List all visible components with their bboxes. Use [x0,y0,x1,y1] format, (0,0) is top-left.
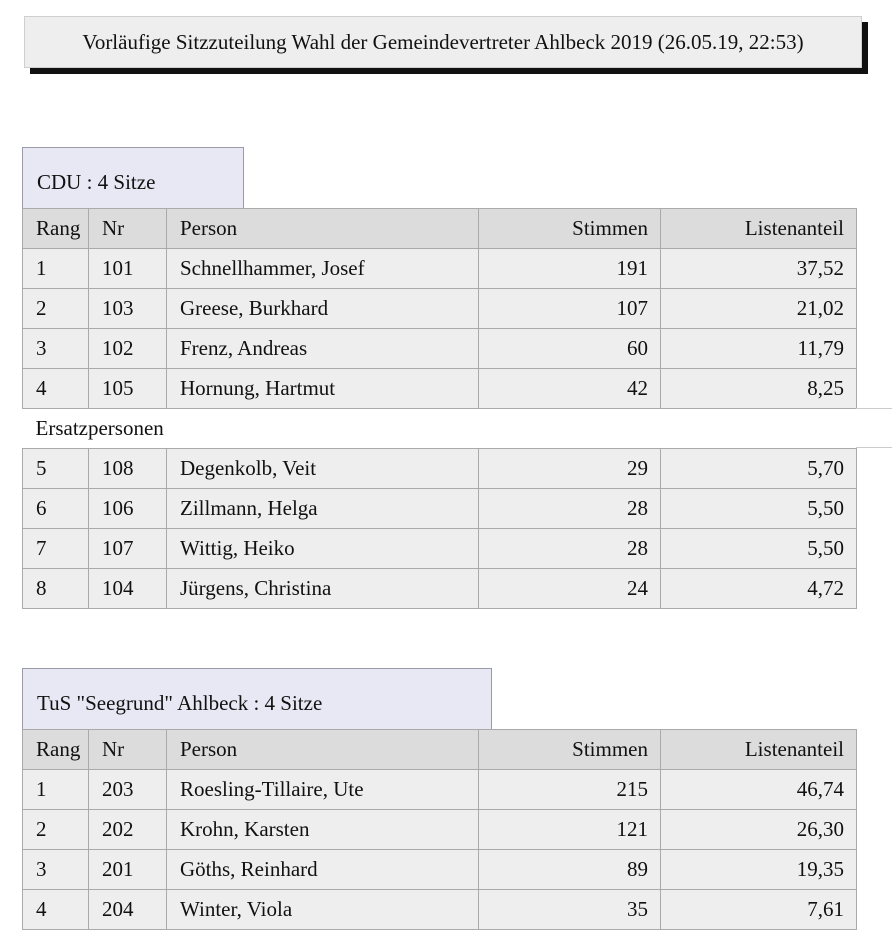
column-header-stimmen: Stimmen [479,730,661,770]
cell-rang: 6 [23,489,89,529]
column-header-nr: Nr [89,730,167,770]
page-title [24,16,862,68]
cell-person: Krohn, Karsten [167,810,479,850]
ersatz-divider-row [23,409,857,449]
cell-stimmen: 121 [479,810,661,850]
cell-listenanteil: 5,50 [661,489,857,529]
table-row [23,369,857,409]
cell-nr: 106 [89,489,167,529]
cell-listenanteil: 26,30 [661,810,857,850]
cell-nr: 105 [89,369,167,409]
cell-person: Greese, Burkhard [167,289,479,329]
table-row [23,249,857,289]
cell-rang: 3 [23,329,89,369]
cell-stimmen: 60 [479,329,661,369]
ersatz-label: Ersatzpersonen [23,409,857,449]
party-heading-tus-seegrund [22,668,492,730]
cell-rang: 2 [23,289,89,329]
cell-nr: 107 [89,529,167,569]
cell-nr: 108 [89,449,167,489]
cell-rang: 4 [23,369,89,409]
party-heading-text: CDU : 4 Sitze [37,170,156,194]
table-row [23,489,857,529]
cell-person: Göths, Reinhard [167,850,479,890]
cell-person: Schnellhammer, Josef [167,249,479,289]
cell-listenanteil: 37,52 [661,249,857,289]
column-header-person: Person [167,730,479,770]
cell-stimmen: 35 [479,890,661,930]
cell-rang: 3 [23,850,89,890]
table-header-row [23,209,857,249]
cell-stimmen: 107 [479,289,661,329]
cell-rang: 1 [23,249,89,289]
cell-nr: 201 [89,850,167,890]
cell-rang: 1 [23,770,89,810]
cell-listenanteil: 21,02 [661,289,857,329]
cell-person: Zillmann, Helga [167,489,479,529]
table-row [23,569,857,609]
cell-nr: 101 [89,249,167,289]
table-row [23,850,857,890]
column-header-person: Person [167,209,479,249]
cell-listenanteil: 5,50 [661,529,857,569]
cell-rang: 7 [23,529,89,569]
cell-rang: 2 [23,810,89,850]
column-header-rang: Rang [23,209,89,249]
cell-stimmen: 191 [479,249,661,289]
cell-stimmen: 42 [479,369,661,409]
cell-nr: 203 [89,770,167,810]
cell-rang: 4 [23,890,89,930]
cell-nr: 202 [89,810,167,850]
column-header-nr: Nr [89,209,167,249]
results-table-tus-seegrund [22,729,857,930]
party-heading-cdu [22,147,244,209]
cell-person: Winter, Viola [167,890,479,930]
table-row [23,449,857,489]
cell-listenanteil: 8,25 [661,369,857,409]
cell-listenanteil: 7,61 [661,890,857,930]
cell-person: Wittig, Heiko [167,529,479,569]
column-header-stimmen: Stimmen [479,209,661,249]
column-header-listenanteil: Listenanteil [661,209,857,249]
table-row [23,289,857,329]
cell-listenanteil: 5,70 [661,449,857,489]
column-header-listenanteil: Listenanteil [661,730,857,770]
cell-person: Jürgens, Christina [167,569,479,609]
table-row [23,810,857,850]
ersatz-divider-extension [856,408,892,448]
page-title-text: Vorläufige Sitzzuteilung Wahl der Gemeindevertreter Ahlbeck 2019 (26.05.19, 22:53) [82,29,804,54]
cell-person: Degenkolb, Veit [167,449,479,489]
cell-nr: 104 [89,569,167,609]
cell-stimmen: 89 [479,850,661,890]
cell-listenanteil: 11,79 [661,329,857,369]
table-header-row [23,730,857,770]
table-row [23,329,857,369]
table-row [23,890,857,930]
cell-stimmen: 29 [479,449,661,489]
cell-rang: 5 [23,449,89,489]
cell-listenanteil: 4,72 [661,569,857,609]
cell-person: Hornung, Hartmut [167,369,479,409]
cell-stimmen: 28 [479,489,661,529]
cell-stimmen: 215 [479,770,661,810]
cell-person: Frenz, Andreas [167,329,479,369]
cell-listenanteil: 19,35 [661,850,857,890]
cell-stimmen: 24 [479,569,661,609]
cell-person: Roesling-Tillaire, Ute [167,770,479,810]
table-row [23,770,857,810]
cell-rang: 8 [23,569,89,609]
party-heading-text: TuS "Seegrund" Ahlbeck : 4 Sitze [37,691,323,715]
cell-nr: 204 [89,890,167,930]
results-table-cdu [22,208,857,609]
cell-listenanteil: 46,74 [661,770,857,810]
cell-nr: 102 [89,329,167,369]
cell-nr: 103 [89,289,167,329]
column-header-rang: Rang [23,730,89,770]
cell-stimmen: 28 [479,529,661,569]
table-row [23,529,857,569]
